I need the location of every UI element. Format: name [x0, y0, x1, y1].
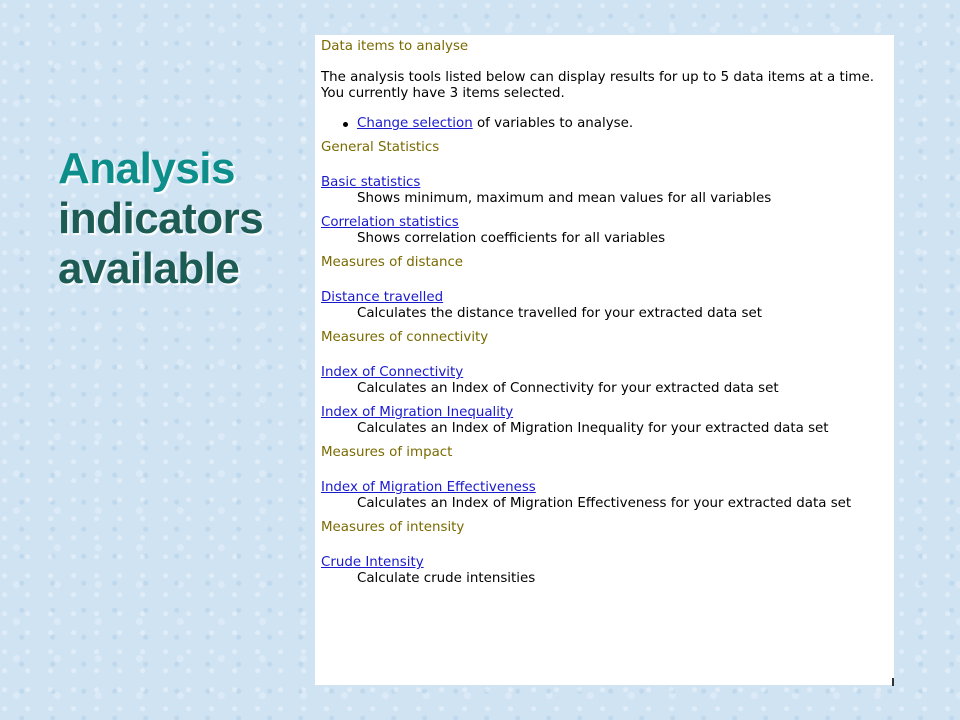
intro-text: The analysis tools listed below can display results for up to 5 data items at a time. You currently have 3 items selected. [321, 70, 874, 101]
slide-title-line: Analysis [58, 144, 235, 193]
analysis-link[interactable]: Index of Connectivity [321, 365, 464, 380]
slide-title-line: available [58, 244, 240, 293]
analysis-description: Calculates an Index of Connectivity for your extracted data set [357, 381, 779, 396]
section-title: Measures of impact [321, 445, 453, 460]
analysis-description: Calculates an Index of Migration Effectiveness for your extracted data set [357, 496, 852, 511]
list-item [321, 365, 888, 397]
section-title: Measures of connectivity [321, 330, 489, 345]
section-title: Measures of intensity [321, 520, 465, 535]
list-item [321, 290, 888, 322]
analysis-description: Calculate crude intensities [357, 571, 536, 586]
change-selection-link[interactable]: Change selection [357, 116, 473, 131]
list-item [321, 175, 888, 207]
scrollbar-edge [892, 678, 894, 686]
analysis-link[interactable]: Index of Migration Inequality [321, 405, 514, 420]
analysis-panel [315, 35, 894, 685]
analysis-link[interactable]: Correlation statistics [321, 215, 459, 230]
analysis-description: Shows correlation coefficients for all variables [357, 231, 666, 246]
bullet-icon [343, 122, 348, 127]
analysis-description: Shows minimum, maximum and mean values for all variables [357, 191, 772, 206]
analysis-link[interactable]: Distance travelled [321, 290, 444, 305]
slide-title-line: indicators [58, 194, 264, 243]
section-title: General Statistics [321, 140, 440, 155]
panel-heading: Data items to analyse [321, 39, 469, 54]
change-selection-row [321, 116, 888, 132]
list-item [321, 555, 888, 587]
section-title: Measures of distance [321, 255, 464, 270]
analysis-link[interactable]: Index of Migration Effectiveness [321, 480, 536, 495]
change-selection-suffix: of variables to analyse. [472, 116, 634, 131]
analysis-description: Calculates an Index of Migration Inequality for your extracted data set [357, 421, 829, 436]
list-item [321, 215, 888, 247]
list-item [321, 480, 888, 512]
analysis-link[interactable]: Basic statistics [321, 175, 421, 190]
slide-title [58, 144, 298, 294]
analysis-link[interactable]: Crude Intensity [321, 555, 424, 570]
analysis-description: Calculates the distance travelled for your extracted data set [357, 306, 762, 321]
list-item [321, 405, 888, 437]
